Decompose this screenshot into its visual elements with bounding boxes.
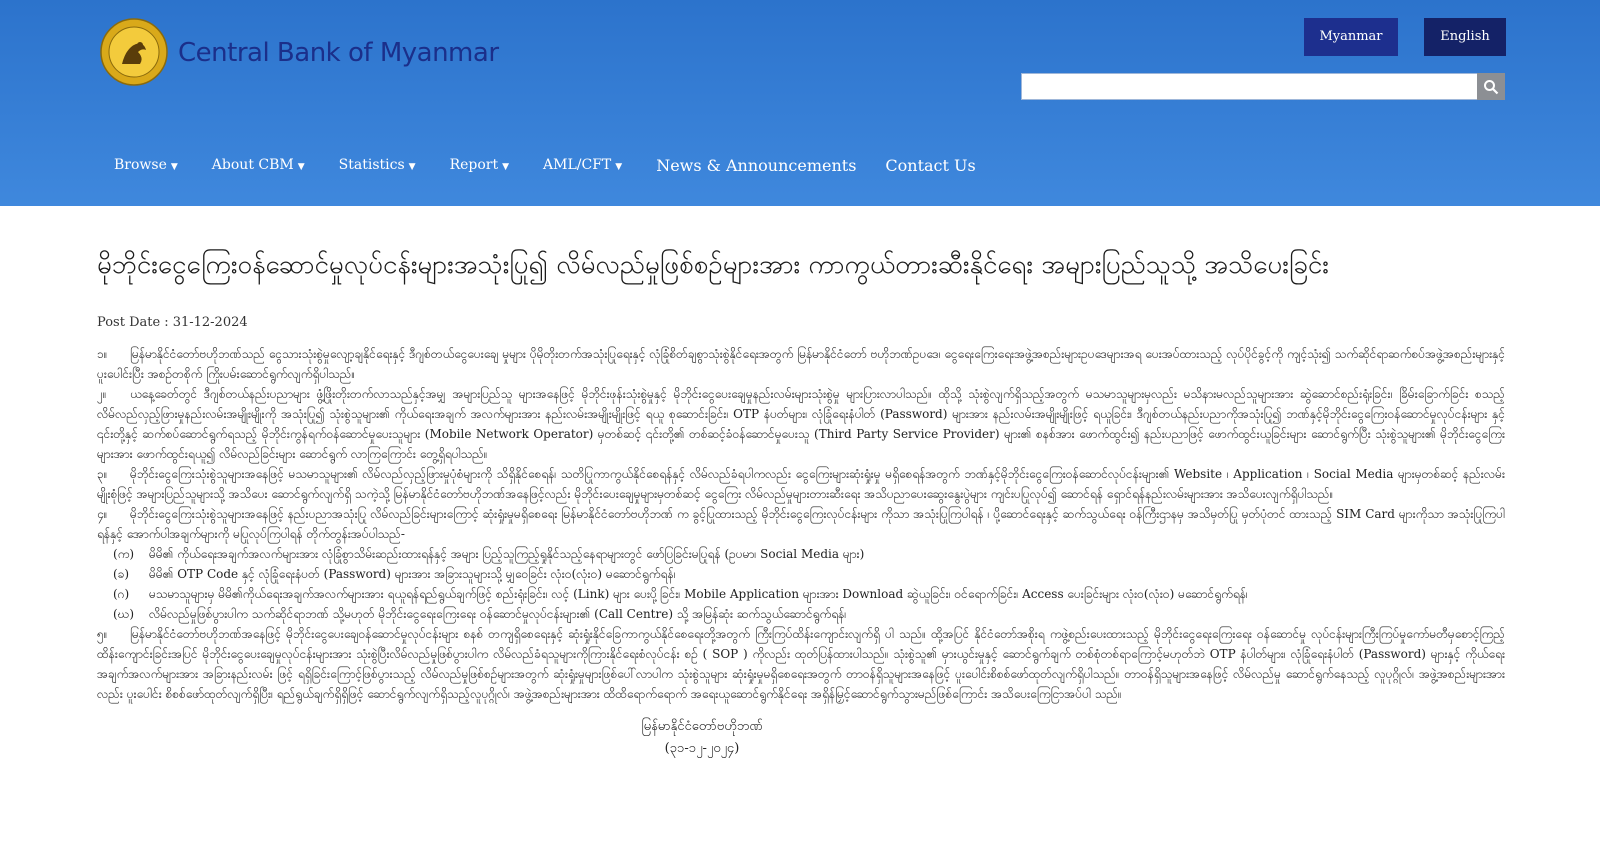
nav-contact[interactable]: Contact Us — [885, 155, 976, 175]
list-item — [113, 564, 1505, 584]
list-item-text: မိမိ၏ OTP Code နှင့် လုံခြုံရေးနံပတ် (Password) များအား အခြားသူများသို့ မျှဝေခြင်း လုံး၀(လုံး၀) မဆောင်ရွက်ရန်၊ — [149, 567, 676, 582]
nav-statistics-label: Statistics — [338, 157, 405, 173]
list-item-text: လိမ်လည်မှုဖြစ်ပွားပါက သက်ဆိုင်ရာဘဏ် သို့မဟုတ် မိုဘိုင်းငွေရေးကြေးရေး ဝန်ဆောင်မှုလုပ်ငန်းများ၏ (Call Centre) သို့ အမြန်ဆုံး ဆက်သွယ်ဆောင်ရွက်ရန်၊ — [149, 607, 847, 622]
nav-browse-label: Browse — [114, 157, 167, 173]
paragraph-text: မိုဘိုင်းငွေကြေးသုံးစွဲသူများအနေဖြင့် မသမာသူများ၏ လိမ်လည်လှည့်ဖြားမှုပုံစံများကို သိရှိနိုင်စေရန်၊ သတိပြုကာကွယ်နိုင်စေရန်နှင့် လိမ်လည်ခံရပါကလည်း ငွေကြေးများဆုံးရှုံးမှု မရှိစေရန်အတွက် ဘဏ်နှင့်မိုဘိုင်းငွေကြေးဝန်ဆောင်လုပ်ငန်းများ၏ Website ၊ Application ၊ Social Media များမှတစ်ဆင့် နည်းလမ်းမျိုးစုံဖြင့် အများပြည်သူများသို့ အသိပေး ဆောင်ရွက်လျက်ရှိ သကဲ့သို့ မြန်မာနိုင်ငံတော်ဗဟိုဘဏ်အနေဖြင့်လည်း မိုဘိုင်းပေးချေမှုများမှတစ်ဆင့် ငွေကြေး လိမ်လည်မှုများတားဆီးရေး အသိပညာပေးဆွေးနွေးပွဲများ ကျင်းပပြုလုပ်၍ ဆောင်ရန် ရှောင်ရန်နည်းလမ်းများအား အသိပေးလျက်ရှိပါသည်။ — [97, 467, 1505, 502]
list-item — [113, 584, 1505, 604]
paragraph-number: ၄။ — [97, 507, 108, 522]
list-item — [113, 544, 1505, 564]
paragraph — [97, 344, 1505, 384]
post-date-label: Post Date : — [97, 315, 169, 331]
nav-statistics[interactable] — [339, 157, 416, 173]
list-item-number: (ဃ) — [113, 607, 135, 622]
search-button[interactable] — [1477, 73, 1505, 100]
paragraph — [97, 624, 1505, 704]
site-title[interactable]: Central Bank of Myanmar — [178, 38, 499, 68]
post-date-value: 31-12-2024 — [172, 315, 248, 331]
nav-about[interactable] — [212, 157, 305, 173]
paragraph-text: မိုဘိုင်းငွေကြေးသုံးစွဲသူများအနေဖြင့် နည်းပညာအသုံးပြု လိမ်လည်ခြင်းများကြောင့် ဆုံးရှုံးမှုမရှိစေရေး မြန်မာနိုင်ငံတော်ဗဟိုဘဏ် က ခွင့်ပြုထားသည့် မိုဘိုင်းငွေကြေးလုပ်ငန်းများ ကိုသာ အသုံးပြုကြပါရန် ၊ ပို့ဆောင်ရေးနှင့် ဆက်သွယ်ရေး ဝန်ကြီးဌာနမှ အသိမှတ်ပြု မှတ်ပုံတင် ထားသည့် SIM Card များကိုသာ အသုံးပြုကြပါရန်နှင့် အောက်ပါအချက်များကို မပြုလုပ်ကြပါရန် တိုက်တွန်းအပ်ပါသည်- — [97, 507, 1505, 542]
signature-issuer: မြန်မာနိုင်ငံတော်ဗဟိုဘဏ် — [641, 719, 763, 735]
caret-down-icon: ▼ — [408, 162, 416, 172]
caret-down-icon: ▼ — [615, 162, 623, 172]
caret-down-icon: ▼ — [297, 162, 305, 172]
paragraph-text: ယနေ့ခေတ်တွင် ဒီဂျစ်တယ်နည်းပညာများ ဖွံ့ဖြိုးတိုးတက်လာသည်နှင့်အမျှ အများပြည်သူ များအနေဖြင့် မိုဘိုင်းဖုန်းသုံးစွဲမှုနှင့် မိုဘိုင်းငွေပေးချေမှုနည်းလမ်းများသုံးစွဲမှု များပြားလာပါသည်။ ထိုသို့ သုံးစွဲလျက်ရှိသည့်အတွက် မသမာသူများမှလည်း မသိနားမလည်သူများအား ဆွဲဆောင်စည်းရုံးခြင်း၊ ခြိမ်းခြောက်ခြင်း စသည့် လိမ်လည်လှည့်ဖြားမှုနည်းလမ်းအမျိုးမျိုးကို အသုံးပြု၍ သုံးစွဲသူများ၏ ကိုယ်ရေးအချက် အလက်များအား နည်းလမ်းအမျိုးမျိုးဖြင့် ရယူ စုဆောင်းခြင်း၊ OTP နံပတ်များ၊ လုံခြုံရေးနံပါတ် (Password) များအား နည်းလမ်းအမျိုးမျိုးဖြင့် ရယူခြင်း၊ ဒီဂျစ်တယ်နည်းပညာကိုအသုံးပြု၍ ဘဏ်နှင့်မိုဘိုင်းငွေကြေးဝန်ဆောင်မှုလုပ်ငန်းများ နှင့် ၎င်းတို့နှင့် ဆက်စပ်ဆောင်ရွက်ရသည့် မိုဘိုင်းကွန်ရက်ဝန်ဆောင်မှုပေးသူများ (Mobile Network Operator) မှတစ်ဆင့် ၎င်းတို့၏ တစ်ဆင့်ခံဝန်ဆောင်မှုပေးသူ (Third Party Service Provider) များ၏ စနစ်အား ဖောက်ထွင်း၍ နည်းပညာဖြင့် ဖောက်ထွင်းယူခြင်းများ ဆောင်ရွက်ပြီး သုံးစွဲသူများ၏ မိုဘိုင်းငွေကြေးများအား ဖောက်ထွင်းရယူ၍ လိမ်လည်ခြင်းများ ဆောင်ရွက် လာကြကြောင်း တွေ့ရှိရပါသည်။ — [97, 387, 1505, 462]
search-icon — [1483, 79, 1499, 95]
search-input[interactable] — [1021, 73, 1478, 100]
signature-date: (၃၁-၁၂-၂၀၂၄) — [664, 741, 740, 757]
list-item — [113, 604, 1505, 624]
nav-report[interactable] — [450, 157, 509, 173]
paragraph — [97, 384, 1505, 464]
list-item-text: မိမိ၏ ကိုယ်ရေးအချက်အလက်များအား လုံခြုံစွာသိမ်းဆည်းထားရန်နှင့် အများ ပြည့်သူကြည့်ရှုနိုင်သည့်နေရာများတွင် ဖော်ပြခြင်းမပြုရန် (ဥပမာ၊ Social Media များ) — [149, 547, 865, 562]
list-item-number: (ခ) — [113, 567, 130, 582]
main-navigation — [114, 150, 1005, 180]
list-item-number: (ဂ) — [113, 587, 130, 602]
language-myanmar-button[interactable]: Myanmar — [1304, 18, 1398, 56]
paragraph-text: မြန်မာနိုင်ငံတော်ဗဟိုဘဏ်အနေဖြင့် မိုဘိုင်းငွေပေးချေဝန်ဆောင်မှုလုပ်ငန်းများ စနစ် တကျရှိစေရေးနှင့် ဆုံးရှုံးနိုင်ခြေကာကွယ်နိုင်စေရေးတို့အတွက် ကြီးကြပ်ထိန်းကျောင်းလျက်ရှိ ပါ သည်။ ထို့အပြင် နိုင်ငံတော်အစိုးရ ကဖွဲ့စည်းပေးထားသည့် မိုဘိုင်းငွေရေးကြေးရေး ဝန်ဆောင်မှု လုပ်ငန်းများကြီးကြပ်မှုကော်မတီမှစောင့်ကြည့်ထိန်းကျောင်းခြင်းအပြင် မိုဘိုင်းငွေပေးချေမှုလုပ်ငန်းများအား သုံးစွဲပြီးလိမ်လည်မှုဖြစ်ပွားပါက လိမ်လည်ခံရသူများကိုကြားနိုင်ရေးစံလုပ်ငန်း စဉ် ( SOP ) ကိုလည်း ထုတ်ပြန်ထားပါသည်။ သုံးစွဲသူ၏ မှားယွင်းမှုနှင့် ဆောင်ရွက်ချက် တစ်စုံတစ်ရာကြောင့်မဟုတ်ဘဲ OTP နံပါတ်များ၊ လုံခြုံရေးနံပါတ် (Password) များနှင့် ကိုယ်ရေးအချက်အလက်များအား အခြားနည်းလမ်း ဖြင့် ရရှိခြင်းကြောင့်ဖြစ်ပွားသည့် လိမ်လည်မှုဖြစ်စဉ်များအတွက် ဆုံးရှုံးမှုများဖြစ်ပေါ်လာပါက သုံးစွဲသူများ ဆုံးရှုံးမှုမရှိစေရေးအတွက် တာဝန်ရှိသူများအနေဖြင့် ပူးပေါင်းစိစစ်ဖော်ထုတ်လျက်ရှိပါသည်။ တာဝန်ရှိသူများအနေဖြင့် လိမ်လည်မှု ဆောင်ရွက်နေသည့် လူပုဂ္ဂိုလ်၊ အဖွဲ့အစည်းများအားလည်း ပူးပေါင်း စိစစ်ဖော်ထုတ်လျက်ရှိပြီး၊ ရည်ရွယ်ချက်ရှိရှိဖြင့် ဆောင်ရွက်လျက်ရှိသည့်လူပုဂ္ဂိုလ်၊ အဖွဲ့အစည်းများအား ထိထိရောက်ရောက် အရေးယူဆောင်ရွက်နိုင်ရေး အရှိန်မြှင့်ဆောင်ရွက်သွားမည်ဖြစ်ကြောင်း အသိပေးကြေငြာအပ်ပါ သည်။ — [97, 627, 1505, 702]
paragraph-number: ၃။ — [97, 467, 108, 482]
post-date — [97, 315, 1505, 330]
article-body — [97, 344, 1505, 704]
paragraph-number: ၂။ — [97, 387, 107, 402]
caret-down-icon: ▼ — [502, 162, 510, 172]
list-item-number: (က) — [113, 547, 135, 562]
nav-aml-label: AML/CFT — [543, 157, 612, 173]
cbm-seal-logo-icon[interactable] — [100, 18, 168, 86]
nav-report-label: Report — [449, 157, 499, 173]
paragraph — [97, 464, 1505, 504]
page-title: မိုဘိုင်းငွေကြေးဝန်ဆောင်မှုလုပ်ငန်းများအသုံးပြု၍ လိမ်လည်မှုဖြစ်စဉ်များအား ကာကွယ်တားဆီးနိုင်ရေး အများပြည်သူသို့ အသိပေးခြင်း — [97, 250, 1329, 280]
signature-block — [97, 716, 1307, 760]
nav-aml-cft[interactable] — [543, 157, 622, 173]
paragraph-text: မြန်မာနိုင်ငံတော်ဗဟိုဘဏ်သည် ငွေသားသုံးစွဲမှုလျော့ချနိုင်ရေးနှင့် ဒီဂျစ်တယ်ငွေပေးချေ မှုများ ပိုမိုတိုးတက်အသုံးပြုရေးနှင့် လုံခြုံစိတ်ချစွာသုံးစွဲနိုင်ရေးအတွက် မြန်မာနိုင်ငံတော် ဗဟိုဘဏ်ဥပဒေ၊ ငွေရေးကြေးရေးအဖွဲ့အစည်းများဥပဒေများအရ ပေးအပ်ထားသည့် လုပ်ပိုင်ခွင့်ကို ကျင့်သုံး၍ သက်ဆိုင်ရာဆက်စပ်အဖွဲ့အစည်းများနှင့်ပူးပေါင်းပြီး အစဉ်တစိုက် ကြိုးပမ်းဆောင်ရွက်လျက်ရှိပါသည်။ — [97, 347, 1505, 382]
article — [97, 206, 1505, 760]
caret-down-icon: ▼ — [170, 162, 178, 172]
paragraph-number: ၁။ — [97, 347, 108, 362]
nav-browse[interactable] — [114, 157, 178, 173]
paragraph — [97, 504, 1505, 544]
list-item-text: မသမာသူများမှ မိမိ၏ကိုယ်ရေးအချက်အလက်များအား ရယူရန်ရည်ရွယ်ချက်ဖြင့် စည်းရုံးခြင်း၊ လင့် (Link) များ ပေးပို့ခြင်း၊ Mobile Application များအား Download ဆွဲယူခြင်း၊ ဝင်ရောက်ခြင်း၊ Access ပေးခြင်းများ လုံး၀(လုံး၀) မဆောင်ရွက်ရန်၊ — [149, 587, 1248, 602]
nav-about-label: About CBM — [211, 157, 294, 173]
nav-news[interactable]: News & Announcements — [656, 155, 857, 175]
language-english-button[interactable]: English — [1424, 18, 1506, 56]
paragraph-number: ၅။ — [97, 627, 108, 642]
site-header — [0, 0, 1600, 206]
